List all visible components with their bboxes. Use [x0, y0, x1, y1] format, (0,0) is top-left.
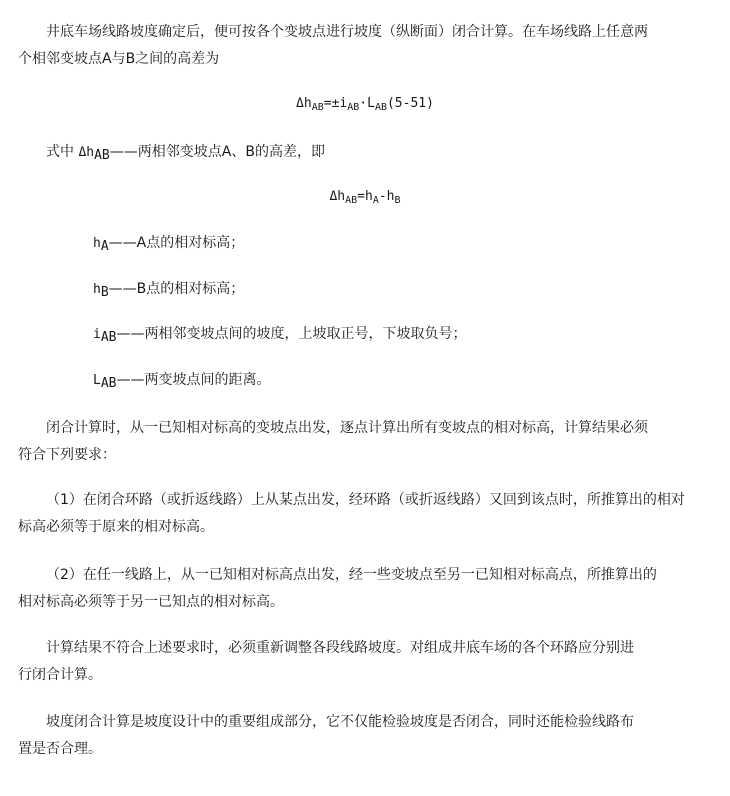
- paragraph-1-line-2: 个相邻变坡点A与B之间的高差为: [18, 51, 220, 67]
- definition-h-b: [93, 279, 244, 299]
- formula-reference: (5-51): [386, 96, 434, 111]
- definition-subscript: A: [100, 239, 109, 254]
- where-clause: [46, 142, 325, 162]
- formula2-sub-a: A: [372, 195, 379, 206]
- formula-delta-h: Δh: [296, 96, 312, 111]
- definition-l-ab: [93, 370, 270, 390]
- formula2-eq-h: =h: [357, 189, 373, 204]
- definition-i-ab: [93, 324, 466, 344]
- formula-sub-ab: AB: [311, 102, 324, 113]
- definition-subscript: AB: [100, 376, 117, 391]
- paragraph-5-line-2: 行闭合计算。: [18, 667, 102, 683]
- formula-plus-minus-i: =±i: [323, 96, 348, 111]
- formula-sub-ab: AB: [374, 102, 387, 113]
- paragraph-6-line-1: 坡度闭合计算是坡度设计中的重要组成部分，它不仅能检验坡度是否闭合，同时还能检验线路布: [46, 714, 634, 730]
- paragraph-2-line-2: 符合下列要求：: [18, 447, 116, 463]
- paragraph-6-line-2: 置是否合理。: [18, 741, 102, 757]
- formula2-minus-h: -h: [378, 189, 395, 204]
- formula-5-51: [0, 94, 730, 114]
- definition-symbol: h: [93, 236, 101, 251]
- definition-text: ——两变坡点间的距离。: [116, 372, 271, 388]
- paragraph-1-line-1: 井底车场线路坡度确定后，便可按各个变坡点进行坡度（纵断面）闭合计算。在车场线路上任意两: [46, 24, 648, 40]
- where-delta-h: Δh: [78, 145, 95, 160]
- formula-delta-h-ab: [0, 187, 730, 207]
- definition-subscript: AB: [100, 330, 117, 345]
- definition-symbol: L: [93, 373, 101, 388]
- definition-symbol: i: [93, 327, 101, 342]
- definition-text: ——A点的相对标高；: [108, 235, 245, 251]
- definition-text: ——两相邻变坡点间的坡度，上坡取正号，下坡取负号；: [116, 326, 467, 342]
- paragraph-4-line-2: 相对标高必须等于另一已知点的相对标高。: [18, 594, 284, 610]
- formula2-sub-b: B: [394, 195, 401, 206]
- formula2-sub-ab: AB: [345, 195, 358, 206]
- paragraph-5-line-1: 计算结果不符合上述要求时，必须重新调整各段线路坡度。对组成井底车场的各个环路应分别进: [46, 640, 634, 656]
- definition-text: ——B点的相对标高；: [108, 281, 245, 297]
- paragraph-3-line-2: 标高必须等于原来的相对标高。: [18, 519, 214, 535]
- where-prefix: 式中: [46, 144, 79, 160]
- paragraph-2-line-1: 闭合计算时，从一已知相对标高的变坡点出发，逐点计算出所有变坡点的相对标高，计算结果必须: [46, 420, 648, 436]
- paragraph-4-line-1: （2）在任一线路上，从一已知相对标高点出发，经一些变坡点至另一已知相对标高点，所推算出的: [46, 567, 657, 583]
- paragraph-3-line-1: （1）在闭合环路（或折返线路）上从某点出发，经环路（或折返线路）又回到该点时，所推算出的相对: [46, 492, 685, 508]
- where-text: ——两相邻变坡点A、B的高差，即: [109, 144, 325, 160]
- formula-dot-l: ·L: [359, 96, 375, 111]
- definition-subscript: B: [100, 285, 109, 300]
- formula-sub-ab: AB: [347, 102, 360, 113]
- definition-symbol: h: [93, 282, 101, 297]
- definition-h-a: [93, 233, 244, 253]
- where-sub-ab: AB: [94, 148, 110, 163]
- formula2-delta-h: Δh: [329, 189, 346, 204]
